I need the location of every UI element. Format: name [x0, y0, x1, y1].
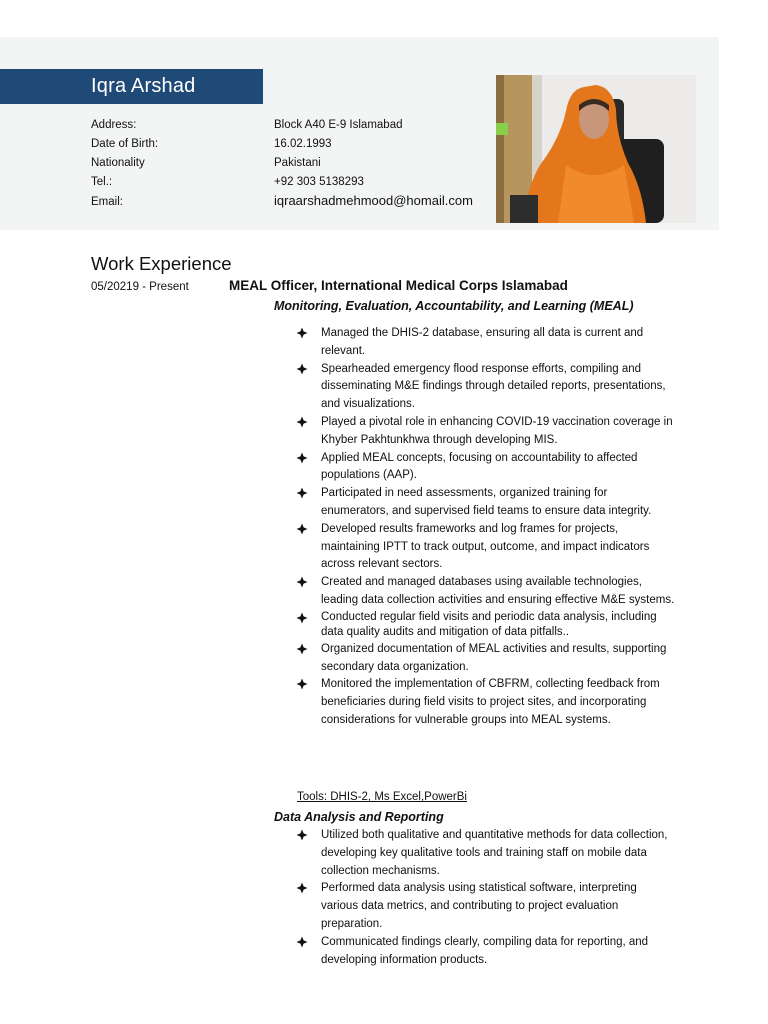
list-item — [296, 934, 676, 970]
diamond-bullet-icon — [296, 678, 308, 690]
diamond-bullet-icon — [296, 882, 308, 894]
tools-line: Tools: DHIS-2, Ms Excel,PowerBi — [297, 791, 467, 803]
dob-label: Date of Birth: — [91, 138, 159, 150]
role-heading-data-analysis: Data Analysis and Reporting — [274, 810, 444, 824]
bullet-text: Utilized both qualitative and quantitative methods for data collection, developing key qualitative tools and training staff on mobile data collection mechanisms. — [321, 829, 668, 877]
list-item — [296, 414, 676, 450]
bullet-text: Participated in need assessments, organized training for enumerators, and supervised field teams to ensure data integrity. — [321, 487, 652, 517]
address-label: Address: — [91, 119, 137, 131]
job-title: MEAL Officer, International Medical Corps Islamabad — [229, 278, 568, 293]
bullet-text: Monitored the implementation of CBFRM, collecting feedback from beneficiaries during field visits to project sites, and incorporating considerations for vulnerable groups into MEAL systems. — [321, 678, 660, 726]
name-banner — [0, 69, 263, 104]
dob-value: 16.02.1993 — [274, 138, 332, 150]
nationality-label: Nationality — [91, 157, 145, 169]
diamond-bullet-icon — [296, 327, 308, 339]
diamond-bullet-icon — [296, 576, 308, 588]
phone-label: Tel.: — [91, 176, 113, 188]
diamond-bullet-icon — [296, 452, 308, 464]
diamond-bullet-icon — [296, 936, 308, 948]
list-item — [296, 361, 676, 414]
bullet-text: Conducted regular field visits and periodic data analysis, including data quality audits and mitigation of data pitfalls.. — [321, 610, 657, 639]
diamond-bullet-icon — [296, 523, 308, 535]
list-item — [296, 641, 676, 677]
list-item — [296, 880, 676, 933]
phone-value: +92 303 5138293 — [274, 176, 364, 188]
diamond-bullet-icon — [296, 612, 308, 624]
diamond-bullet-icon — [296, 416, 308, 428]
bullet-text: Played a pivotal role in enhancing COVID-19 vaccination coverage in Khyber Pakhtunkhwa through developing MIS. — [321, 415, 673, 446]
bullet-text: Developed results frameworks and log frames for projects, maintaining IPTT to track output, outcome, and impact indicators across relevant sectors. — [321, 522, 650, 571]
bullet-text: Organized documentation of MEAL activities and results, supporting secondary data organization. — [321, 642, 667, 673]
diamond-bullet-icon — [296, 643, 308, 655]
section-title-work-experience: Work Experience — [91, 253, 232, 274]
diamond-bullet-icon — [296, 829, 308, 841]
list-item — [296, 676, 676, 729]
list-item — [296, 521, 676, 574]
address-value: Block A40 E-9 Islamabad — [274, 119, 403, 131]
diamond-bullet-icon — [296, 363, 308, 375]
portrait-image — [496, 75, 696, 223]
profile-photo — [496, 75, 696, 223]
analysis-bullet-list — [296, 827, 676, 969]
meal-bullet-list — [296, 325, 676, 730]
email-label: Email: — [91, 196, 123, 208]
bullet-text: Spearheaded emergency flood response efforts, compiling and disseminating M&E findings through detailed reports, presentations, and visualizations. — [321, 362, 666, 411]
email-value: iqraarshadmehmood@homail.com — [274, 193, 473, 208]
nationality-value: Pakistani — [274, 157, 321, 169]
list-item — [296, 574, 676, 610]
list-item — [296, 827, 676, 880]
diamond-bullet-icon — [296, 487, 308, 499]
bullet-text: Performed data analysis using statistical software, interpreting various data metrics, and contributing to project evaluation preparation. — [321, 882, 637, 930]
list-item — [296, 450, 676, 486]
bullet-text: Applied MEAL concepts, focusing on accountability to affected populations (AAP). — [321, 451, 638, 482]
person-name: Iqra Arshad — [91, 75, 196, 97]
list-item — [296, 610, 676, 641]
list-item — [296, 325, 676, 361]
list-item — [296, 485, 676, 521]
bullet-text: Managed the DHIS-2 database, ensuring all data is current and relevant. — [321, 327, 644, 357]
role-heading-meal: Monitoring, Evaluation, Accountability, and Learning (MEAL) — [274, 299, 634, 313]
job-date-range: 05/20219 - Present — [91, 281, 189, 293]
bullet-text: Created and managed databases using available technologies, leading data collection activities and ensuring effective M&E systems. — [321, 576, 675, 606]
bullet-text: Communicated findings clearly, compiling data for reporting, and developing information products. — [321, 935, 649, 966]
